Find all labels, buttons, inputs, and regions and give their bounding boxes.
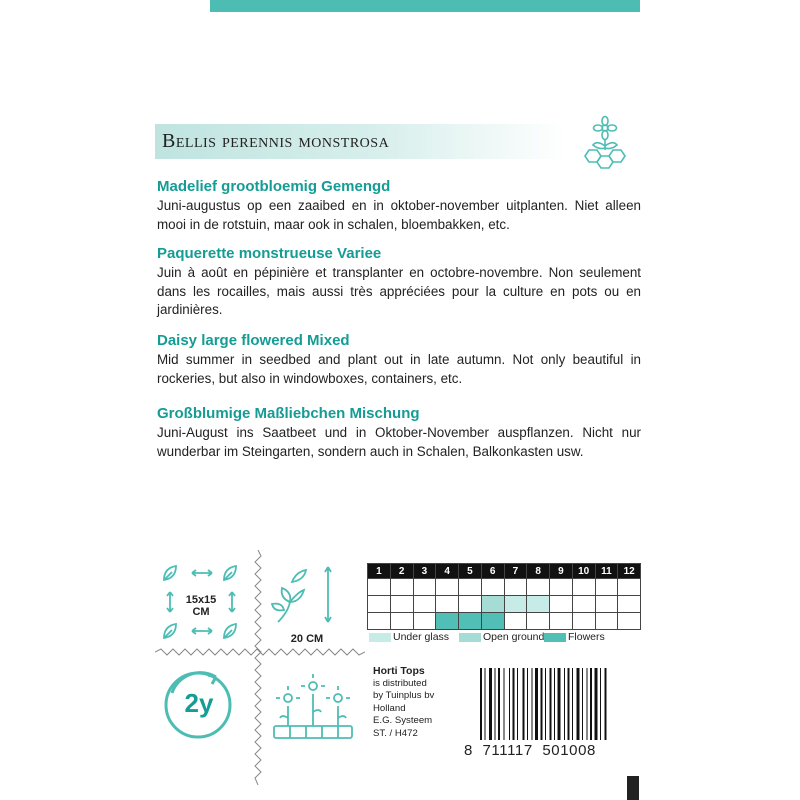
calendar-cell (572, 613, 595, 630)
distributor-line: by Tuinplus bv (373, 690, 435, 701)
month-header: 8 (527, 564, 550, 579)
barcode-digits: 8 711117 501008 (464, 742, 596, 759)
calendar-cell (481, 596, 504, 613)
section-body: Juni-August ins Saatbeet und in Oktober-November auspflanzen. Nicht nur wunderbar im Steingarten, sondern auch in Schalen, Balkonkasten usw. (157, 425, 641, 459)
month-header: 12 (618, 564, 641, 579)
section-heading: Paquerette monstrueuse Variee (157, 245, 382, 262)
legend-swatch (459, 633, 481, 642)
calendar-cell (413, 596, 436, 613)
section-english (157, 331, 641, 388)
calendar-cell (436, 579, 459, 596)
month-header: 2 (390, 564, 413, 579)
section-heading: Großblumige Maßliebchen Mischung (157, 405, 420, 422)
month-header: 4 (436, 564, 459, 579)
distributor-line: Holland (373, 702, 406, 714)
calendar-cell (504, 579, 527, 596)
distributor-line: is distributed (373, 677, 427, 689)
distributor-line: E.G. Systeem (373, 715, 433, 726)
calendar-legend (369, 631, 649, 645)
month-header: 9 (550, 564, 573, 579)
calendar-cell (459, 579, 482, 596)
plant-height-icon (268, 562, 348, 632)
calendar-cell (550, 596, 573, 613)
registration-mark (627, 776, 639, 800)
latin-name: Bellis perennis monstrosa (162, 130, 390, 152)
calendar-cell (481, 613, 504, 630)
calendar-row (368, 579, 641, 596)
legend-swatch (369, 633, 391, 642)
calendar-row (368, 613, 641, 630)
calendar-row (368, 596, 641, 613)
barcode-image (478, 668, 640, 740)
calendar-cell (368, 579, 391, 596)
legend-label: Open ground (483, 631, 545, 643)
legend-item (369, 631, 449, 643)
section-body: Juin à août en pépinière et transplanter en octobre-novembre. Non seulement dans les rocailles, mais aussi très appréciées pour la culture en pots ou en jardinières. (157, 265, 641, 317)
month-header: 5 (459, 564, 482, 579)
calendar-cell (527, 579, 550, 596)
legend-item (459, 631, 544, 643)
legend-swatch (544, 633, 566, 642)
calendar-cell (368, 613, 391, 630)
calendar-cell (436, 613, 459, 630)
calendar-cell (413, 613, 436, 630)
calendar-cell (595, 596, 618, 613)
seedling-tray-icon (268, 660, 358, 750)
flower-logo-icon (575, 112, 635, 172)
legend-item (544, 631, 605, 643)
month-header: 7 (504, 564, 527, 579)
month-header: 10 (572, 564, 595, 579)
calendar-cell (504, 596, 527, 613)
calendar-cell (459, 613, 482, 630)
calendar-cell (390, 579, 413, 596)
calendar-cell (618, 579, 641, 596)
calendar-cell (527, 596, 550, 613)
zigzag-divider-horizontal (155, 648, 365, 656)
sowing-calendar (367, 563, 641, 630)
legend-label: Flowers (568, 631, 605, 643)
calendar-cell (618, 613, 641, 630)
distributor-info (373, 665, 434, 740)
section-heading: Daisy large flowered Mixed (157, 332, 350, 349)
calendar-cell (618, 596, 641, 613)
section-body: Mid summer in seedbed and plant out in late autumn. Not only beautiful in rockeries, but also in windowboxes, containers, etc. (157, 352, 641, 386)
calendar-cell (504, 613, 527, 630)
calendar-cell (550, 579, 573, 596)
calendar-cell (595, 613, 618, 630)
section-french (157, 244, 641, 320)
calendar-cell (390, 613, 413, 630)
zigzag-divider-vertical (254, 550, 262, 785)
calendar-cell (390, 596, 413, 613)
spacing-label: 15x15 CM (185, 594, 217, 618)
month-header: 3 (413, 564, 436, 579)
top-color-band (210, 0, 640, 12)
brand-name: Horti Tops (373, 665, 425, 677)
calendar-cell (481, 579, 504, 596)
legend-label: Under glass (393, 631, 450, 643)
calendar-cell (572, 596, 595, 613)
section-dutch (157, 177, 641, 234)
section-german (157, 404, 641, 461)
calendar-cell (459, 596, 482, 613)
height-label: 20 CM (290, 633, 324, 645)
calendar-cell (413, 579, 436, 596)
distributor-line: ST. / H472 (373, 727, 418, 739)
calendar-cell (527, 613, 550, 630)
calendar-table (367, 563, 641, 630)
calendar-cell (368, 596, 391, 613)
calendar-cell (550, 613, 573, 630)
calendar-cell (436, 596, 459, 613)
years-label: 2y (184, 688, 214, 718)
month-header: 6 (481, 564, 504, 579)
calendar-cell (595, 579, 618, 596)
calendar-cell (572, 579, 595, 596)
month-header: 1 (368, 564, 391, 579)
section-heading: Madelief grootbloemig Gemengd (157, 178, 391, 195)
section-body: Juni-augustus op een zaaibed en in oktober-november uitplanten. Niet alleen mooi in de rotstuin, maar ook in schalen, bloembakken, etc. (157, 198, 641, 232)
month-header: 11 (595, 564, 618, 579)
